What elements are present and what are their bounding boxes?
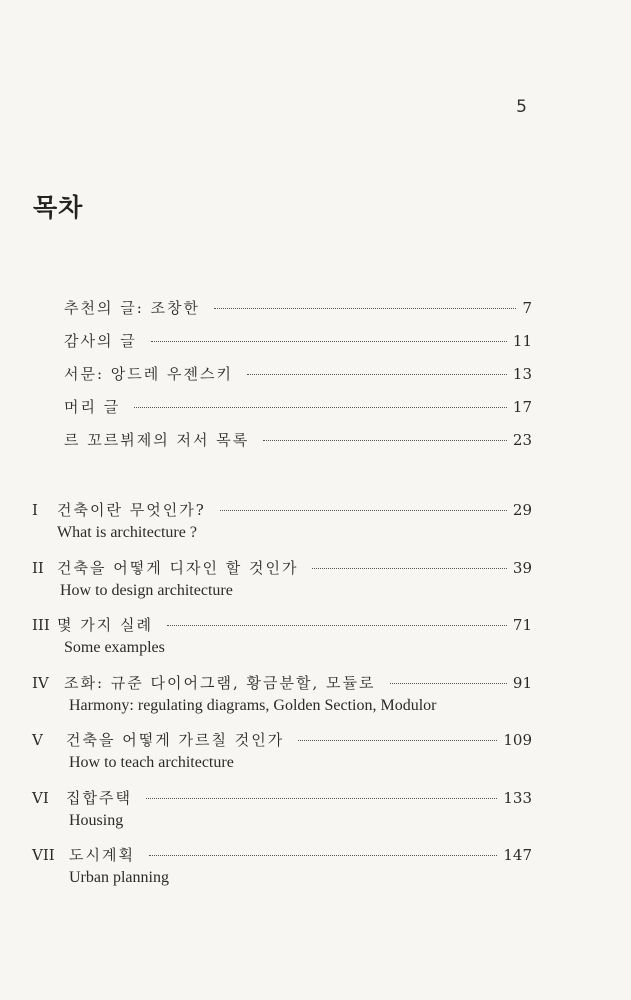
toc-entry [64, 396, 532, 429]
chapter-subtitle: How to teach architecture [69, 754, 234, 771]
toc-entry [64, 429, 532, 462]
chapter-title: 조화: 규준 다이어그램, 황금분할, 모듈로 [64, 673, 376, 692]
dot-leader [312, 568, 506, 569]
toc-entry-label: 르 꼬르뷔제의 저서 목록 [64, 431, 250, 449]
chapter-title: 도시계획 [69, 846, 135, 864]
toc-entry [64, 363, 532, 396]
chapter-entry [32, 499, 532, 557]
toc-entry-label: 추천의 글: 조창한 [64, 299, 201, 317]
dot-leader [298, 740, 497, 741]
page-title: 목차 [33, 193, 84, 222]
chapter-list [32, 499, 532, 902]
toc-entry-page: 11 [512, 332, 532, 350]
dot-leader [247, 374, 507, 375]
dot-leader [134, 407, 507, 408]
dot-leader [214, 308, 516, 309]
dot-leader [149, 855, 497, 856]
toc-entry [64, 297, 532, 330]
chapter-subtitle: Harmony: regulating diagrams, Golden Section, Modulor [69, 696, 437, 714]
toc-entry-page: 17 [512, 398, 532, 416]
chapter-number: I [32, 501, 38, 519]
toc-entry-label: 머리 글 [64, 398, 121, 416]
dot-leader [220, 510, 507, 511]
chapter-subtitle: Some examples [64, 639, 165, 656]
chapter-title: 건축을 어떻게 가르칠 것인가 [66, 731, 285, 749]
chapter-entry [32, 672, 532, 730]
chapter-page: 29 [512, 501, 532, 519]
chapter-subtitle: Urban planning [69, 869, 169, 886]
dot-leader [151, 341, 507, 342]
toc-entry [64, 330, 532, 363]
chapter-number: VII [32, 846, 55, 864]
chapter-page: 39 [512, 558, 532, 577]
chapter-page: 133 [503, 788, 532, 807]
chapter-page: 91 [512, 673, 532, 692]
toc-entry-page: 23 [512, 431, 532, 449]
toc-entry-page: 7 [522, 299, 532, 317]
chapter-page: 147 [503, 846, 532, 864]
dot-leader [263, 440, 507, 441]
chapter-entry [32, 787, 532, 845]
dot-leader [167, 625, 507, 626]
chapter-title: 몇 가지 실례 [57, 616, 153, 634]
chapter-title: 집합주택 [66, 788, 132, 807]
chapter-number: II [32, 558, 44, 577]
toc-entry-label: 서문: 앙드레 우젠스키 [64, 365, 234, 383]
chapter-entry [32, 729, 532, 787]
chapter-subtitle: What is architecture ? [57, 524, 197, 541]
dot-leader [146, 798, 497, 799]
chapter-subtitle: How to design architecture [60, 581, 233, 599]
chapter-number: VI [32, 788, 49, 807]
chapter-title: 건축이란 무엇인가? [57, 501, 206, 519]
chapter-number: V [32, 731, 43, 749]
toc-entry-page: 13 [512, 365, 532, 383]
toc-entry-label: 감사의 글 [64, 332, 137, 350]
chapter-entry [32, 844, 532, 902]
chapter-number: IV [32, 673, 49, 692]
page-number: 5 [516, 97, 527, 117]
dot-leader [390, 683, 507, 684]
chapter-title: 건축을 어떻게 디자인 할 것인가 [57, 558, 299, 577]
chapter-page: 109 [503, 731, 532, 749]
chapter-page: 71 [512, 616, 532, 634]
chapter-entry [32, 557, 532, 615]
front-matter-list [64, 297, 532, 462]
chapter-entry [32, 614, 532, 672]
chapter-number: III [32, 616, 50, 634]
chapter-subtitle: Housing [69, 811, 124, 829]
